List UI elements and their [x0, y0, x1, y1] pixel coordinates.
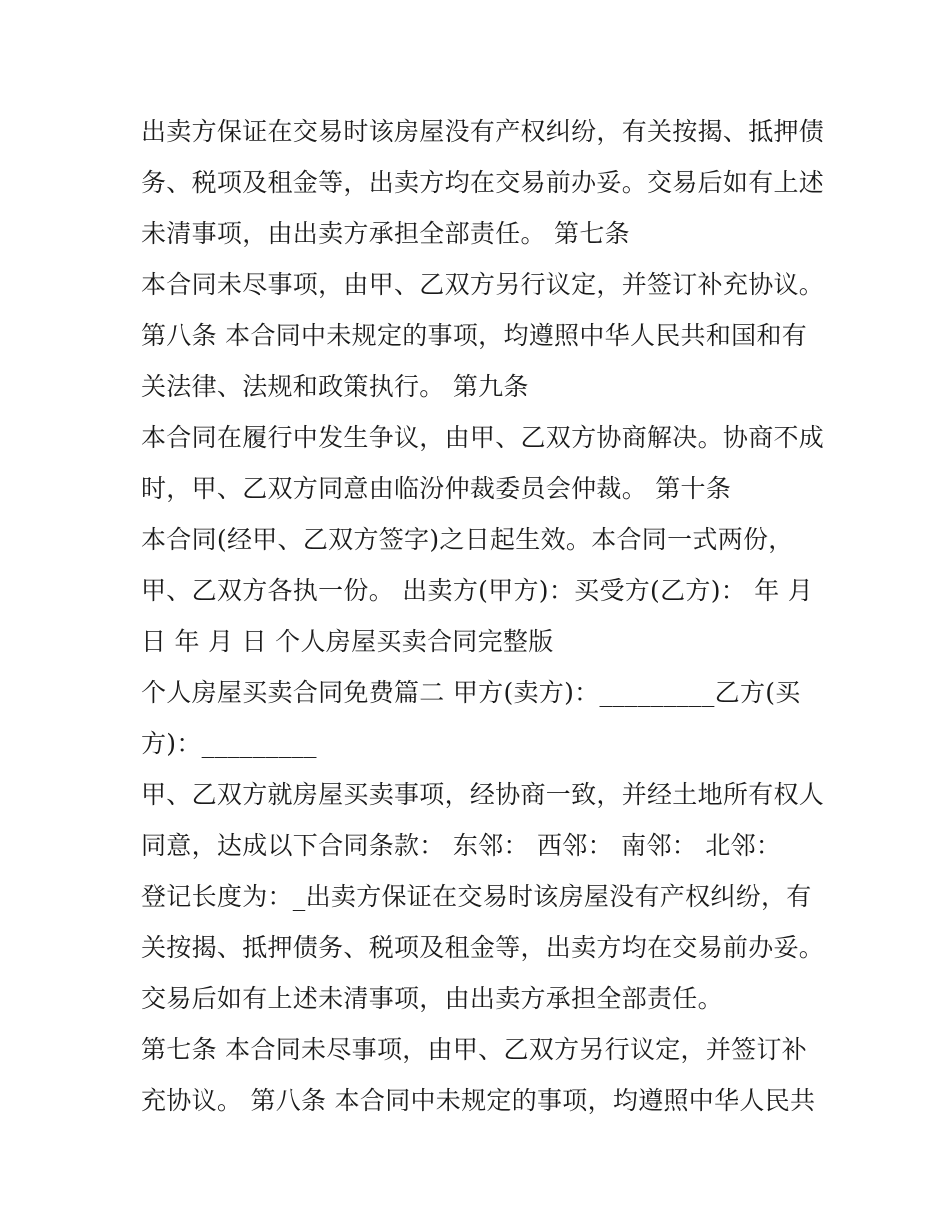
text-line: 本合同(经甲、乙双方签字)之日起生效。本合同一式两份， — [141, 525, 794, 554]
contract-text-body — [141, 106, 825, 1126]
text-line: 第八条 本合同中未规定的事项，均遵照中华人民共和国和有 — [141, 321, 808, 350]
text-line: 务、税项及租金等，出卖方均在交易前办妥。交易后如有上述 — [141, 168, 825, 197]
text-line: 登记长度为：_出卖方保证在交易时该房屋没有产权纠纷，有 — [141, 882, 812, 911]
text-line: 个人房屋买卖合同免费篇二 甲方(卖方)：_________乙方(买 — [141, 678, 801, 707]
text-line: 甲、乙双方就房屋买卖事项，经协商一致，并经土地所有权人 — [141, 780, 825, 809]
text-line: 交易后如有上述未清事项，由出卖方承担全部责任。 — [141, 984, 723, 1013]
text-line: 日 年 月 日 个人房屋买卖合同完整版 — [141, 627, 554, 656]
text-line: 本合同在履行中发生争议，由甲、乙双方协商解决。协商不成 — [141, 423, 825, 452]
text-line: 未清事项，由出卖方承担全部责任。 第七条 — [141, 219, 630, 248]
text-line: 时，甲、乙双方同意由临汾仲裁委员会仲裁。 第十条 — [141, 474, 732, 503]
text-line: 出卖方保证在交易时该房屋没有产权纠纷，有关按揭、抵押债 — [141, 117, 825, 146]
text-line: 同意，达成以下合同条款： 东邻： 西邻： 南邻： 北邻： — [141, 831, 782, 860]
text-line: 本合同未尽事项，由甲、乙双方另行议定，并签订补充协议。 — [141, 270, 825, 299]
text-line: 甲、乙双方各执一份。 出卖方(甲方)：买受方(乙方)： 年 月 — [141, 576, 814, 605]
text-line: 第七条 本合同未尽事项，由甲、乙双方另行议定，并签订补 — [141, 1035, 808, 1064]
text-line: 充协议。 第八条 本合同中未规定的事项，均遵照中华人民共 — [141, 1086, 816, 1115]
text-line: 关法律、法规和政策执行。 第九条 — [141, 372, 529, 401]
text-line: 关按揭、抵押债务、税项及租金等，出卖方均在交易前办妥。 — [141, 933, 825, 962]
text-line: 方)：_________ — [141, 729, 317, 758]
